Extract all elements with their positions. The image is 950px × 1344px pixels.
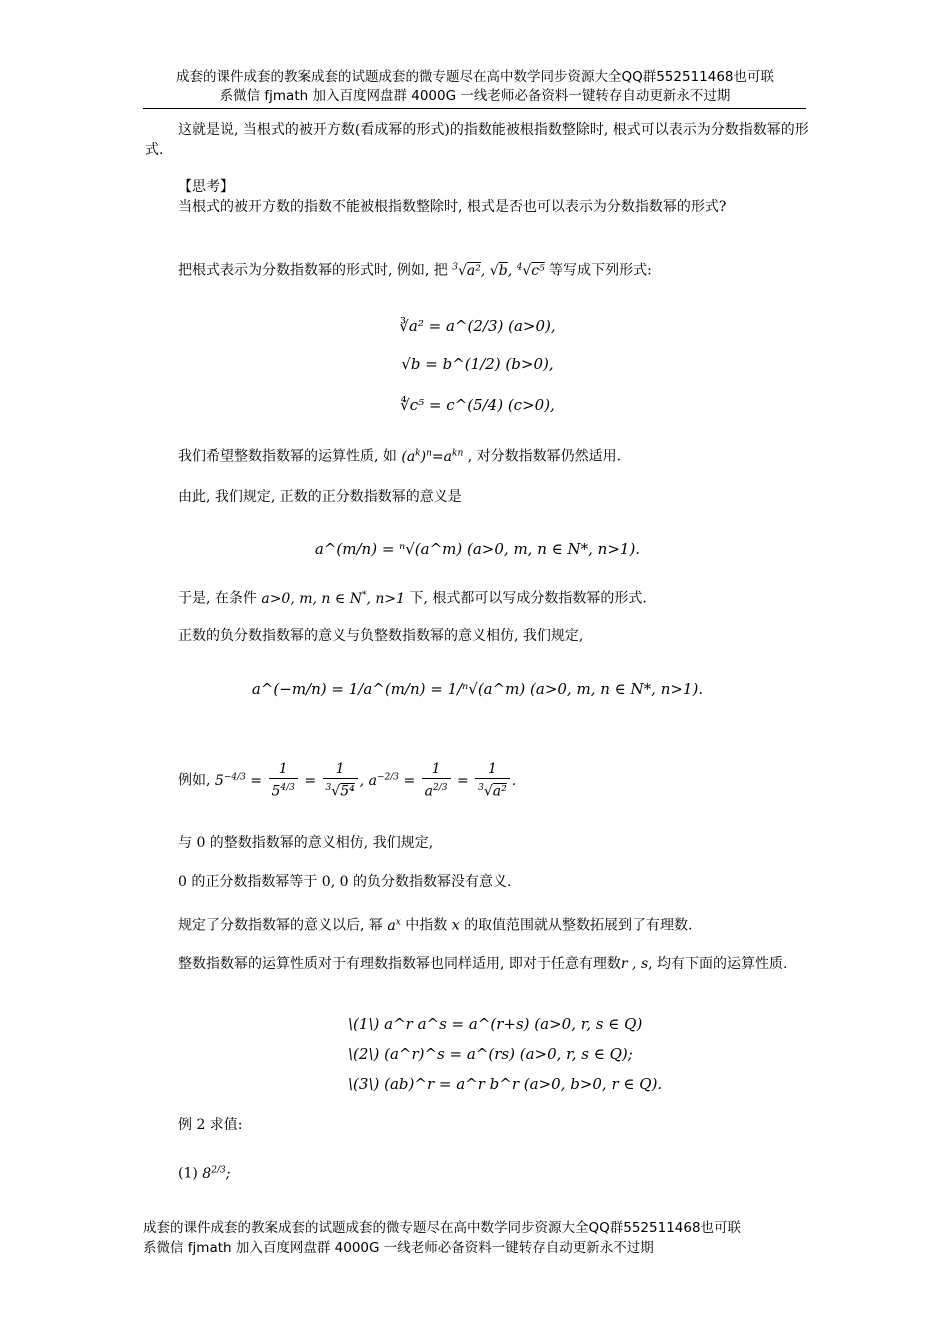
footer-line-2: 系微信 fjmath 加入百度网盘群 4000G 一线老师必备资料一键转存自动更新永不过期 xyxy=(143,1240,654,1256)
header-line-1: 成套的课件成套的教案成套的试题成套的微专题尽在高中数学同步资源大全QQ群552511468也可联 xyxy=(175,69,775,85)
radical-examples: $^3$√a², √b, $^4$√c⁵ xyxy=(452,262,545,279)
header-line-2: 系微信 fjmath 加入百度网盘群 4000G 一线老师必备资料一键转存自动更新永不过期 xyxy=(219,88,731,104)
header-rule xyxy=(143,108,806,109)
ex2-item-1-expr: $8^{2/3}$; xyxy=(202,1165,231,1182)
paragraph-8: 与 0 的整数指数幂的意义相仿, 我们规定, xyxy=(178,835,434,851)
p2-prefix: 把根式表示为分数指数幂的形式时, 例如, 把 xyxy=(178,262,448,279)
paragraph-5 xyxy=(178,585,647,609)
exponent-x: x xyxy=(451,917,460,934)
formula-r1: ∛a² = a^(2/3) (a>0), xyxy=(399,317,556,335)
page-header xyxy=(140,68,810,106)
p5-prefix: 于是, 在条件 xyxy=(178,590,257,607)
paragraph-4: 由此, 我们规定, 正数的正分数指数幂的意义是 xyxy=(178,489,462,505)
formula-r3: ∜c⁵ = c^(5/4) (c>0), xyxy=(400,396,555,414)
formula-r2: √b = b^(1/2) (b>0), xyxy=(401,355,554,373)
p3-prefix: 我们希望整数指数幂的运算性质, 如 xyxy=(178,448,397,465)
power-rule-example: $(a^k)^n=a^{kn}$ xyxy=(401,448,464,465)
p11-rs: r , s xyxy=(620,956,649,972)
property-1: \(1\) a^r a^s = a^(r+s) (a>0, r, s ∈ Q) xyxy=(348,1015,643,1033)
formula-rule-positive: a^(m/n) = ⁿ√(a^m) (a>0, m, n ∈ N*, n>1). xyxy=(314,540,641,558)
footer-line-1: 成套的课件成套的教案成套的试题成套的微专题尽在高中数学同步资源大全QQ群552511468也可联 xyxy=(143,1220,742,1236)
p2-suffix: 等写成下列形式: xyxy=(549,262,652,279)
paragraph-6: 正数的负分数指数幂的意义与负整数指数幂的意义相仿, 我们规定, xyxy=(178,628,584,644)
p10-mid: 中指数 xyxy=(405,917,448,934)
p10-suffix: 的取值范围就从整数拓展到了有理数. xyxy=(464,917,693,934)
p3-suffix: , 对分数指数幂仍然适用. xyxy=(467,448,622,465)
p10-prefix: 规定了分数指数幂的意义以后, 幂 xyxy=(178,917,383,934)
think-title: 【思考】 xyxy=(178,179,234,195)
page-footer xyxy=(143,1218,813,1258)
think-text: 当根式的被开方数的指数不能被根指数整除时, 根式是否也可以表示为分数指数幂的形式? xyxy=(178,199,727,215)
condition-expression: a>0, m, n ∈ N*, n>1 xyxy=(261,590,406,607)
paragraph-7-example xyxy=(178,752,516,806)
p5-suffix: 下, 根式都可以写成分数指数幂的形式. xyxy=(409,590,647,607)
p11-end: , 均有下面的运算性质. xyxy=(648,956,788,972)
property-2: \(2\) (a^r)^s = a^(rs) (a>0, r, s ∈ Q); xyxy=(348,1045,633,1063)
example-expression: $5^{-4/3}$ = $\frac{1}{5^{4/3}}$ = $\frac{1}{^3√5^4}$ , $a^{-2/3}$ = $\frac{1}{a^{2/3}}$ = $\frac{1}{^3√a^2}$ . xyxy=(214,761,517,800)
power-ax: $a^x$ xyxy=(387,917,401,934)
property-3: \(3\) (ab)^r = a^r b^r (a>0, b>0, r ∈ Q). xyxy=(348,1075,663,1093)
example-2-title: 例 2 求值: xyxy=(178,1117,243,1133)
paragraph-3 xyxy=(178,443,621,467)
paragraph-1: 这就是说, 当根式的被开方数(看成幂的形式)的指数能被根指数整除时, 根式可以表示为分数指数幂的形式. xyxy=(145,122,809,158)
p11-text: 整数指数幂的运算性质对于有理数指数幂也同样适用, 即对于任意有理数 xyxy=(178,956,621,972)
paragraph-11 xyxy=(145,954,810,974)
ex2-item-1-label: (1) xyxy=(178,1165,198,1182)
p7-prefix: 例如, xyxy=(178,772,211,789)
formula-rule-negative: a^(−m/n) = 1/a^(m/n) = 1/ⁿ√(a^m) (a>0, m, n ∈ N*, n>1). xyxy=(251,680,704,698)
paragraph-2 xyxy=(178,257,652,281)
paragraph-10 xyxy=(178,912,693,936)
paragraph-9: 0 的正分数指数幂等于 0, 0 的负分数指数幂没有意义. xyxy=(178,874,512,890)
example-2-item-1 xyxy=(178,1160,230,1184)
